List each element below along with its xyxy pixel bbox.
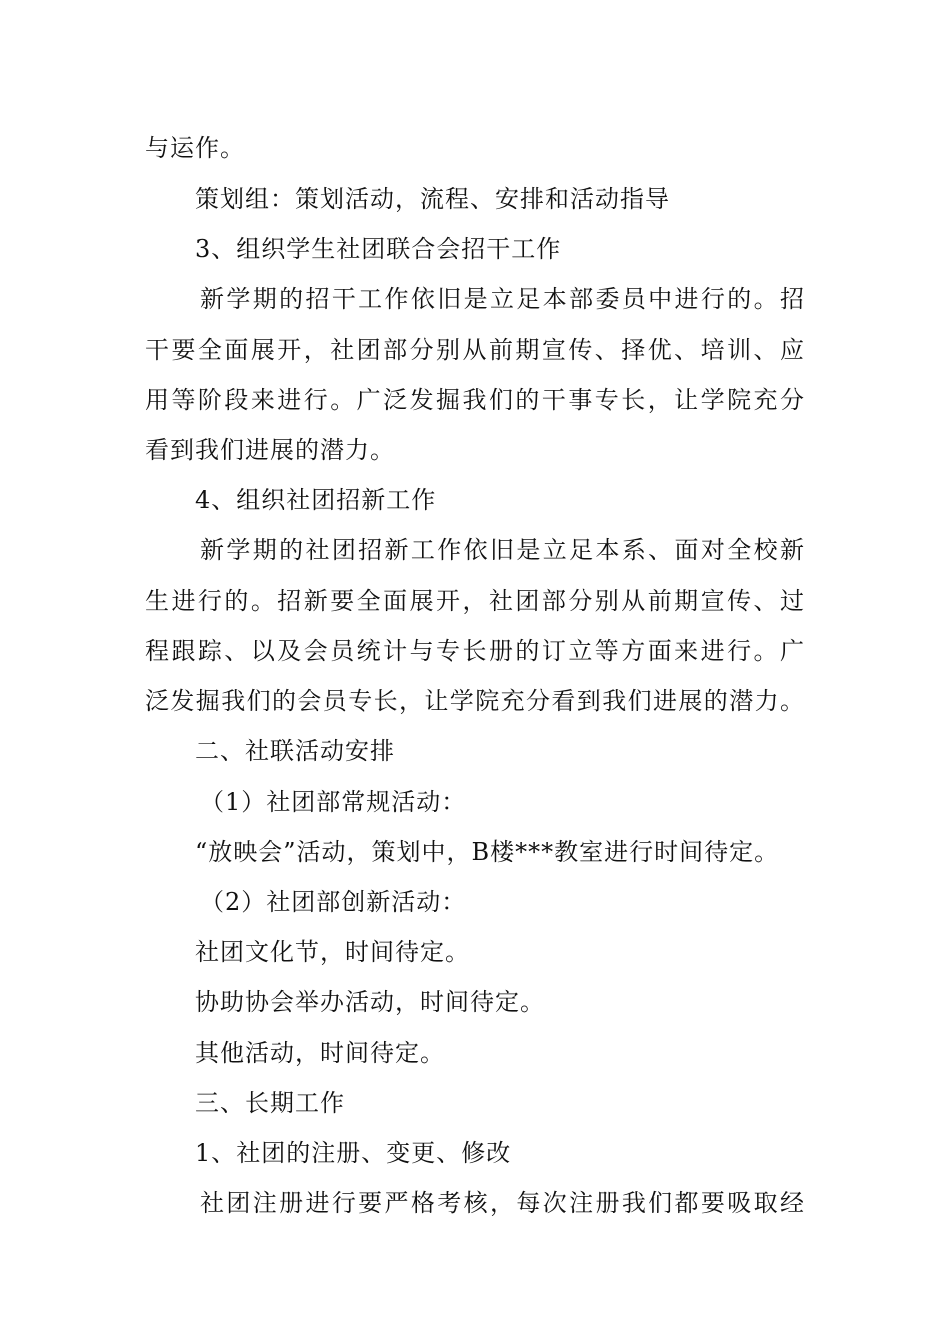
paragraph-line: 看到我们进展的潜力。 xyxy=(145,436,395,464)
paragraph-line: 程跟踪、以及会员统计与专长册的订立等方面来进行。广 xyxy=(145,637,805,665)
section-heading: 4、组织社团招新工作 xyxy=(195,486,437,514)
paragraph-line: 新学期的社团招新工作依旧是立足本系、面对全校新 xyxy=(200,536,805,564)
paragraph-line: 社团注册进行要严格考核，每次注册我们都要吸取经 xyxy=(200,1189,805,1217)
list-item: “放映会”活动，策划中，B楼***教室进行时间待定。 xyxy=(195,838,780,866)
section-heading: 1、社团的注册、变更、修改 xyxy=(195,1139,512,1167)
list-item: 其他活动，时间待定。 xyxy=(195,1039,445,1067)
paragraph-line: 干要全面展开，社团部分别从前期宣传、择优、培训、应 xyxy=(145,336,805,364)
section-heading: 二、社联活动安排 xyxy=(195,737,395,765)
section-heading: 3、组织学生社团联合会招干工作 xyxy=(195,235,562,263)
paragraph-line: 生进行的。招新要全面展开，社团部分别从前期宣传、过 xyxy=(145,587,805,615)
section-heading: 三、长期工作 xyxy=(195,1089,345,1117)
list-item: 协助协会举办活动，时间待定。 xyxy=(195,988,545,1016)
paragraph-line: 用等阶段来进行。广泛发掘我们的干事专长，让学院充分 xyxy=(145,386,805,414)
list-item: 社团文化节，时间待定。 xyxy=(195,938,470,966)
paragraph-line: 策划组：策划活动，流程、安排和活动指导 xyxy=(195,185,670,213)
paragraph-line: 与运作。 xyxy=(145,134,245,162)
paragraph-line: 新学期的招干工作依旧是立足本部委员中进行的。招 xyxy=(200,285,805,313)
list-item: （2）社团部创新活动： xyxy=(200,888,467,916)
list-item: （1）社团部常规活动： xyxy=(200,788,467,816)
paragraph-line: 泛发掘我们的会员专长，让学院充分看到我们进展的潜力。 xyxy=(145,687,805,715)
